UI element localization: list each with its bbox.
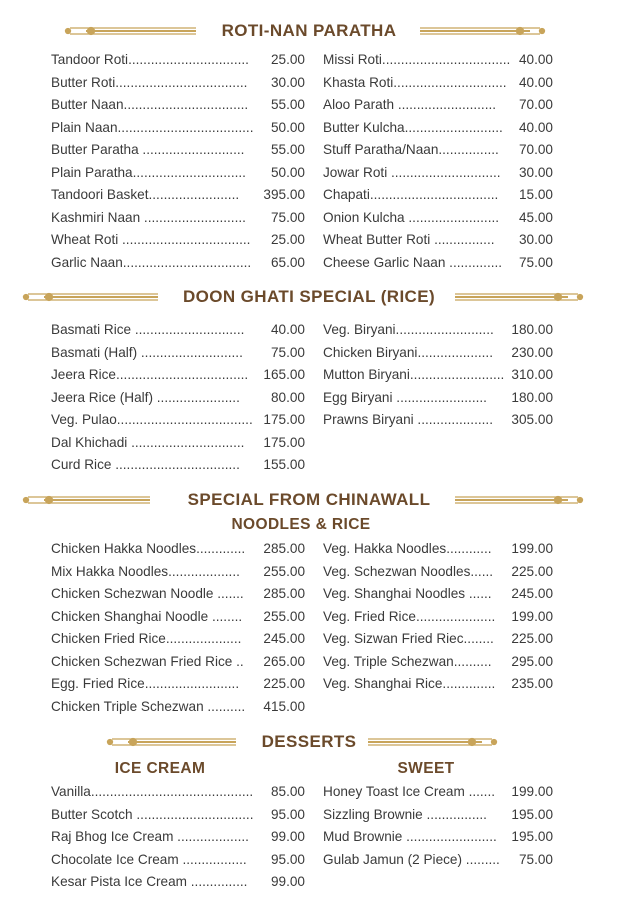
menu-item: Chicken Triple Schezwan .......... 415.00	[51, 696, 305, 719]
item-name: Butter Roti	[51, 74, 116, 90]
item-name: Veg. Hakka Noodles	[323, 541, 447, 556]
menu-item: Veg. Fried Rice..................... 199.00	[323, 606, 553, 629]
item-name: Chapati	[323, 187, 370, 202]
menu-item: Butter Scotch ............................... 95.00	[51, 804, 305, 827]
menu-column-right	[323, 49, 553, 274]
menu-item: Veg. Triple Schezwan.......... 295.00	[323, 651, 553, 674]
item-name: Chicken Shanghai Noodle	[51, 608, 209, 624]
menu-item: Honey Toast Ice Cream ....... 199.00	[323, 781, 553, 804]
item-price: 305.00	[511, 412, 553, 427]
item-price: 30.00	[518, 164, 553, 180]
item-name: Mix Hakka Noodles	[51, 563, 169, 579]
item-price: 40.00	[518, 119, 553, 135]
item-price: 230.00	[511, 344, 553, 360]
item-name: Mutton Biryani	[323, 367, 410, 382]
item-price: 285.00	[263, 586, 305, 601]
item-price: 40.00	[518, 74, 553, 90]
menu-item: Kashmiri Naan ........................... 75.00	[51, 207, 305, 230]
menu-column-right	[323, 538, 553, 696]
item-name: Veg. Fried Rice	[323, 608, 416, 624]
item-price: 55.00	[270, 142, 305, 157]
item-name: Chicken Schezwan Noodle	[51, 586, 214, 601]
item-price: 225.00	[511, 631, 553, 646]
item-name: Dal Khichadi	[51, 434, 128, 450]
menu-item: Butter Naan................................. 55.00	[51, 94, 305, 117]
menu-item: Jeera Rice................................... 165.00	[51, 364, 305, 387]
item-name: Butter Paratha	[51, 142, 139, 157]
menu-item: Basmati (Half) ........................... 75.00	[51, 342, 305, 365]
item-name: Onion Kulcha	[323, 209, 405, 225]
item-name: Chicken Schezwan Fried Rice	[51, 653, 233, 669]
item-name: Basmati (Half)	[51, 344, 138, 360]
item-price: 199.00	[511, 608, 553, 624]
menu-column-left	[51, 319, 305, 477]
item-name: Curd Rice	[51, 457, 112, 472]
item-price: 155.00	[263, 457, 305, 472]
item-price: 80.00	[270, 389, 305, 405]
item-price: 255.00	[263, 608, 305, 624]
menu-item: Chicken Shanghai Noodle ........ 255.00	[51, 606, 305, 629]
item-name: Plain Paratha	[51, 164, 133, 180]
item-name: Khasta Roti	[323, 74, 394, 90]
item-name: Cheese Garlic Naan	[323, 254, 446, 270]
menu-column-right	[323, 319, 553, 432]
menu-item: Chocolate Ice Cream ................. 95.00	[51, 849, 305, 872]
section-header-rice	[0, 283, 618, 311]
item-price: 50.00	[270, 119, 305, 135]
menu-item: Khasta Roti.............................. 40.00	[323, 72, 553, 95]
menu-item: Egg. Fried Rice......................... 225.00	[51, 673, 305, 696]
menu-item: Veg. Pulao.................................... 175.00	[51, 409, 305, 432]
menu-item: Gulab Jamun (2 Piece) ......... 75.00	[323, 849, 553, 872]
item-price: 245.00	[511, 586, 553, 601]
menu-item: Dal Khichadi .............................. 175.00	[51, 432, 305, 455]
menu-item: Plain Naan.................................... 50.00	[51, 117, 305, 140]
menu-item: Butter Kulcha.......................... 40.00	[323, 117, 553, 140]
item-price: 255.00	[263, 563, 305, 579]
section-title: DESSERTS	[252, 732, 367, 751]
item-name: Plain Naan	[51, 119, 118, 135]
menu-item: Curd Rice ................................. 155.00	[51, 454, 305, 477]
item-price: 40.00	[270, 322, 305, 337]
item-name: Butter Scotch	[51, 806, 133, 822]
sweet-subtitle: SWEET	[397, 760, 455, 777]
menu-item: Veg. Schezwan Noodles...... 225.00	[323, 561, 553, 584]
section-title: SPECIAL FROM CHINAWALL	[178, 490, 441, 509]
item-price: 165.00	[263, 367, 305, 382]
item-price: 15.00	[518, 187, 553, 202]
menu-item: Veg. Shanghai Rice.............. 235.00	[323, 673, 553, 696]
item-price: 180.00	[511, 389, 553, 405]
item-name: Kesar Pista Ice Cream	[51, 874, 187, 889]
item-price: 95.00	[270, 806, 305, 822]
item-price: 50.00	[270, 164, 305, 180]
section-title: DOON GHATI SPECIAL (RICE)	[173, 287, 445, 306]
menu-item: Veg. Shanghai Noodles ...... 245.00	[323, 583, 553, 606]
item-name: Raj Bhog Ice Cream	[51, 829, 174, 844]
item-name: Mud Brownie	[323, 829, 403, 844]
item-name: Chicken Hakka Noodles	[51, 541, 197, 556]
item-price: 199.00	[511, 784, 553, 799]
menu-item: Aloo Parath .......................... 70.00	[323, 94, 553, 117]
menu-column-left	[51, 781, 305, 894]
item-name: Basmati Rice	[51, 322, 132, 337]
menu-column-right	[323, 781, 553, 871]
item-name: Garlic Naan	[51, 254, 123, 270]
item-price: 25.00	[270, 232, 305, 247]
item-price: 235.00	[511, 676, 553, 691]
menu-item: Prawns Biryani .................... 305.00	[323, 409, 553, 432]
item-name: Chicken Triple Schezwan	[51, 698, 204, 714]
ice-cream-subtitle: ICE CREAM	[114, 760, 206, 777]
item-name: Prawns Biryani	[323, 412, 414, 427]
menu-item: Chicken Schezwan Fried Rice .. 265.00	[51, 651, 305, 674]
item-price: 180.00	[511, 322, 553, 337]
item-price: 195.00	[511, 806, 553, 822]
item-price: 30.00	[270, 74, 305, 90]
item-name: Jowar Roti	[323, 164, 388, 180]
item-price: 99.00	[270, 829, 305, 844]
item-name: Egg Biryani	[323, 389, 393, 405]
item-price: 395.00	[263, 187, 305, 202]
item-price: 25.00	[270, 52, 305, 67]
menu-item: Mix Hakka Noodles................... 255.00	[51, 561, 305, 584]
menu-item: Garlic Naan.................................. 65.00	[51, 252, 305, 275]
section-header-chinawall	[0, 486, 618, 514]
item-name: Veg. Biryani	[323, 322, 396, 337]
item-price: 55.00	[270, 97, 305, 112]
item-name: Tandoori Basket	[51, 187, 149, 202]
menu-item: Missi Roti.................................. 40.00	[323, 49, 553, 72]
section-header-desserts	[0, 728, 618, 756]
menu-item: Jowar Roti ............................. 30.00	[323, 162, 553, 185]
menu-item: Veg. Sizwan Fried Riec........ 225.00	[323, 628, 553, 651]
item-name: Butter Kulcha	[323, 119, 405, 135]
item-name: Vanilla	[51, 784, 91, 799]
item-name: Chicken Fried Rice	[51, 631, 166, 646]
menu-item: Veg. Biryani.......................... 180.00	[323, 319, 553, 342]
menu-item: Chicken Schezwan Noodle ....... 285.00	[51, 583, 305, 606]
item-name: Aloo Parath	[323, 97, 395, 112]
item-name: Sizzling Brownie	[323, 806, 423, 822]
item-price: 40.00	[518, 52, 553, 67]
item-price: 65.00	[270, 254, 305, 270]
item-price: 285.00	[263, 541, 305, 556]
menu-item: Jeera Rice (Half) ...................... 80.00	[51, 387, 305, 410]
menu-item: Mutton Biryani......................... 310.00	[323, 364, 553, 387]
item-price: 175.00	[263, 412, 305, 427]
menu-item: Butter Roti................................... 30.00	[51, 72, 305, 95]
item-price: 199.00	[511, 541, 553, 556]
item-price: 225.00	[263, 676, 305, 691]
menu-item: Chicken Fried Rice.................... 245.00	[51, 628, 305, 651]
item-name: Jeera Rice	[51, 367, 116, 382]
item-price: 245.00	[263, 631, 305, 646]
item-price: 195.00	[511, 829, 553, 844]
item-price: 45.00	[518, 209, 553, 225]
menu-item: Cheese Garlic Naan .............. 75.00	[323, 252, 553, 275]
item-name: Kashmiri Naan	[51, 209, 141, 225]
item-name: Chocolate Ice Cream	[51, 851, 179, 867]
item-price: 95.00	[270, 851, 305, 867]
section-header-roti	[0, 17, 618, 45]
item-price: 295.00	[511, 653, 553, 669]
menu-item: Egg Biryani ........................ 180.00	[323, 387, 553, 410]
menu-item: Kesar Pista Ice Cream ............... 99.00	[51, 871, 305, 894]
item-price: 99.00	[270, 874, 305, 889]
menu-item: Mud Brownie ........................ 195.00	[323, 826, 553, 849]
menu-item: Vanilla........................................... 85.00	[51, 781, 305, 804]
menu-item: Stuff Paratha/Naan................ 70.00	[323, 139, 553, 162]
menu-item: Wheat Roti .................................. 25.00	[51, 229, 305, 252]
menu-item: Tandoor Roti................................ 25.00	[51, 49, 305, 72]
item-name: Veg. Shanghai Rice	[323, 676, 443, 691]
section-subtitle: NOODLES & RICE	[231, 516, 371, 533]
item-name: Wheat Butter Roti	[323, 232, 431, 247]
item-name: Tandoor Roti	[51, 52, 129, 67]
item-price: 85.00	[270, 784, 305, 799]
item-price: 415.00	[263, 698, 305, 714]
item-name: Jeera Rice (Half)	[51, 389, 153, 405]
menu-item: Butter Paratha ........................... 55.00	[51, 139, 305, 162]
item-price: 75.00	[518, 851, 553, 867]
item-price: 265.00	[263, 653, 305, 669]
item-name: Chicken Biryani	[323, 344, 418, 360]
item-price: 75.00	[518, 254, 553, 270]
menu-item: Tandoori Basket........................ 395.00	[51, 184, 305, 207]
menu-item: Veg. Hakka Noodles............ 199.00	[323, 538, 553, 561]
menu-column-left	[51, 538, 305, 718]
item-name: Stuff Paratha/Naan	[323, 142, 439, 157]
menu-item: Sizzling Brownie ................ 195.00	[323, 804, 553, 827]
item-price: 75.00	[270, 209, 305, 225]
item-name: Missi Roti	[323, 52, 382, 67]
menu-column-left	[51, 49, 305, 274]
item-name: Gulab Jamun (2 Piece)	[323, 851, 463, 867]
item-name: Honey Toast Ice Cream	[323, 784, 465, 799]
item-price: 30.00	[518, 232, 553, 247]
menu-item: Wheat Butter Roti ................ 30.00	[323, 229, 553, 252]
item-price: 175.00	[263, 434, 305, 450]
menu-item: Plain Paratha.............................. 50.00	[51, 162, 305, 185]
section-title: ROTI-NAN PARATHA	[212, 21, 407, 40]
menu-item: Chicken Biryani.................... 230.00	[323, 342, 553, 365]
item-name: Veg. Triple Schezwan	[323, 653, 454, 669]
item-name: Butter Naan	[51, 97, 124, 112]
item-price: 70.00	[518, 97, 553, 112]
item-name: Veg. Shanghai Noodles	[323, 586, 466, 601]
menu-item: Chicken Hakka Noodles............. 285.00	[51, 538, 305, 561]
item-name: Veg. Schezwan Noodles	[323, 563, 471, 579]
menu-item: Raj Bhog Ice Cream ................... 99.00	[51, 826, 305, 849]
item-price: 70.00	[518, 142, 553, 157]
item-price: 310.00	[511, 367, 553, 382]
item-name: Egg. Fried Rice	[51, 676, 145, 691]
item-name: Veg. Pulao	[51, 412, 117, 427]
menu-item: Basmati Rice ............................. 40.00	[51, 319, 305, 342]
menu-item: Chapati.................................. 15.00	[323, 184, 553, 207]
menu-item: Onion Kulcha ........................ 45.00	[323, 207, 553, 230]
item-price: 75.00	[270, 344, 305, 360]
item-name: Veg. Sizwan Fried Riec	[323, 631, 464, 646]
item-name: Wheat Roti	[51, 232, 119, 247]
item-price: 225.00	[511, 563, 553, 579]
